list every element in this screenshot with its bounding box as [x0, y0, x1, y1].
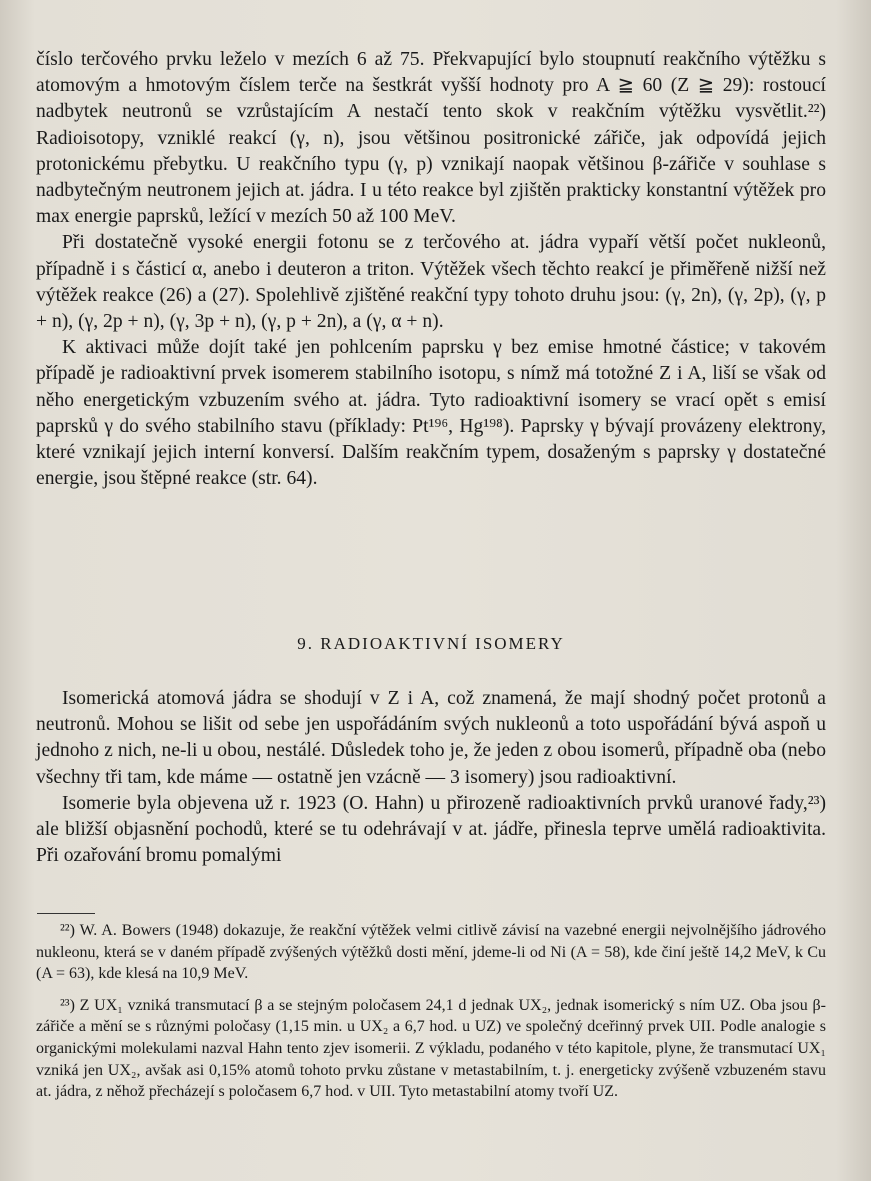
footnote: ²²) W. A. Bowers (1948) dokazuje, že reakční výtěžek velmi citlivě závisí na vazebné energii nejvolnějšího jádrového nukleonu, která se v daném případě zvýšených výtěžků dosti mění, jdeme-li od Ni (A = 58), kde činí ještě 14,2 MeV, k Cu (A = 63), kde klesá na 10,9 MeV.: [36, 922, 826, 983]
paragraph: K aktivaci může dojít také jen pohlcením paprsku γ bez emise hmotné částice; v takovém případě je radioaktivní prvek isomerem stabilního isotopu, s nímž má totožné Z i A, liší se však od něho energetickým vzbuzením svého at. jádra. Tyto radioaktivní isomery se vrací opět s emisí paprsků γ do svého stabilního stavu (příklady: Pt¹⁹⁶, Hg¹⁹⁸). Paprsky γ bývají provázeny elektrony, které vznikají jejich interní konversí. Dalším reakčním typem, dosaženým s paprsky γ dostatečné energie, jsou štěpné reakce (str. 64).: [36, 337, 826, 490]
paragraph: Isomerická atomová jádra se shodují v Z i A, což znamená, že mají shodný počet protonů a neutronů. Mohou se lišit od sebe jen uspořádáním svých nukleonů a toto uspořádání bývá aspoň u jednoho z nich, ne-li u obou, nestálé. Důsledek toho je, že jeden z obou isomerů, případně oba (nebo všechny tři tam, kde máme — ostatně jen vzácně — 3 isomery) jsou radioaktivní.: [36, 688, 826, 788]
main-text-bottom: [36, 686, 826, 869]
footnote: ²³) Z UX₁ vzniká transmutací β a se stejným poločasem 24,1 d jednak UX₂, jednak isomerický s ním UZ. Oba jsou β-zářiče a mění se s různými poločasy (1,15 min. u UX₂ a 6,7 hod. u UZ) ve společný dceřinný prvek UII. Podle analogie s organickými molekulami nazval Hahn tento zjev isomerii. Z výkladu, podaného v této kapitole, plyne, že transmutací UX₁ vzniká jen UX₂, avšak asi 0,15% atomů tohoto prvku zůstane v metastabilním, t. j. energeticky zvýšeně vzbuzeném stavu at. jádra, z něhož přecházejí s poločasem 6,7 hod. v UII. Tyto metastabilní atomy tvoří UZ.: [36, 996, 826, 1101]
footnote-rule: [37, 913, 95, 914]
paragraph: Isomerie byla objevena už r. 1923 (O. Hahn) u přirozeně radioaktivních prvků uranové řady,²³) ale bližší objasnění pochodů, které se tu odehrávají v at. jádře, přinesla teprve umělá radioaktivita. Při ozařování bromu pomalými: [36, 792, 826, 867]
paragraph: Při dostatečně vysoké energii fotonu se z terčového at. jádra vypaří větší počet nukleonů, případně i s částicí α, anebo i deuteron a triton. Výtěžek všech těchto reakcí je přiměřeně nižší než výtěžek reakce (26) a (27). Spolehlivě zjištěné reakční typy tohoto druhu jsou: (γ, 2n), (γ, 2p), (γ, p + n), (γ, 2p + n), (γ, 3p + n), (γ, p + 2n), a (γ, α + n).: [36, 232, 826, 333]
paragraph: číslo terčového prvku leželo v mezích 6 až 75. Překvapující bylo stoupnutí reakčního výtěžku s atomovým a hmotovým číslem terče na šestkrát vyšší hodnoty pro A ≧ 60 (Z ≧ 29): rostoucí nadbytek neutronů se vzrůstajícím A nestačí tento skok v reakčním výtěžku vysvětlit.²²) Radioisotopy, vzniklé reakcí (γ, n), jsou většinou positronické zářiče, jak odpovídá jejich protonickému přebytku. U reakčního typu (γ, p) vznikají naopak většinou β-zářiče v souhlase s nadbytečným neutronem jejich at. jádra. I u této reakce byl zjištěn prakticky konstantní výtěžek pro max energie paprsků, ležící v mezích 50 až 100 MeV.: [36, 49, 826, 228]
footnotes: [36, 920, 826, 1113]
section-heading: 9. RADIOAKTIVNÍ ISOMERY: [297, 634, 565, 653]
main-text-top: [36, 47, 826, 492]
